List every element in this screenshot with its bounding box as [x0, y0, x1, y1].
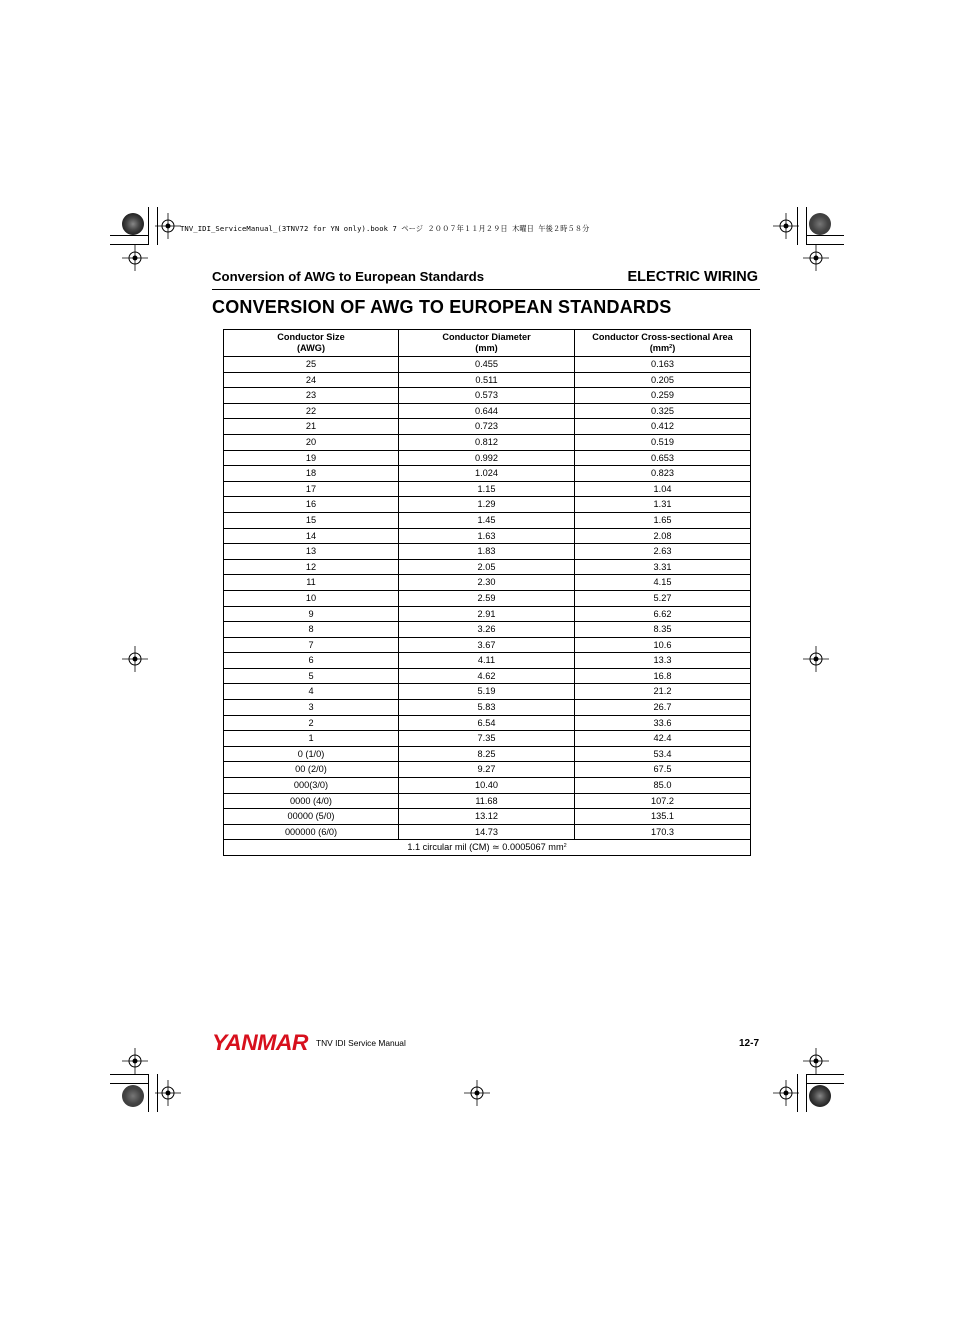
- table-row: [224, 668, 751, 684]
- column-header-area: [575, 330, 751, 357]
- column-header-unit: (mm): [475, 343, 498, 353]
- table-row: [224, 466, 751, 482]
- cell-diameter: 2.30: [399, 575, 575, 591]
- cell-awg-size: 19: [224, 450, 399, 466]
- cell-area: 107.2: [575, 793, 751, 809]
- page-title: CONVERSION OF AWG TO EUROPEAN STANDARDS: [212, 297, 672, 317]
- cell-area: 0.823: [575, 466, 751, 482]
- cell-area: 1.04: [575, 481, 751, 497]
- cell-area: 42.4: [575, 731, 751, 747]
- cell-diameter: 0.812: [399, 434, 575, 450]
- cell-diameter: 5.83: [399, 700, 575, 716]
- cell-area: 13.3: [575, 653, 751, 669]
- table-row: [224, 590, 751, 606]
- cell-area: 0.412: [575, 419, 751, 435]
- cell-diameter: 0.511: [399, 372, 575, 388]
- cell-awg-size: 22: [224, 403, 399, 419]
- table-row: [224, 388, 751, 404]
- cell-diameter: 0.644: [399, 403, 575, 419]
- print-info-line: TNV_IDI_ServiceManual_(3TNV72 for YN only).book 7 ページ ２００７年１１月２９日 木曜日 午後２時５８分: [180, 224, 590, 233]
- cell-diameter: 2.91: [399, 606, 575, 622]
- table-row: [224, 559, 751, 575]
- cell-diameter: 1.45: [399, 512, 575, 528]
- table-row: [224, 528, 751, 544]
- color-target-icon: [809, 213, 831, 235]
- cell-area: 170.3: [575, 824, 751, 840]
- table-row: [224, 762, 751, 778]
- column-header-unit: (AWG): [296, 343, 326, 353]
- cell-awg-size: 000(3/0): [224, 778, 399, 794]
- cell-area: 0.653: [575, 450, 751, 466]
- cell-diameter: 6.54: [399, 715, 575, 731]
- column-header-unit: (mm: [649, 343, 670, 353]
- table-row: [224, 700, 751, 716]
- column-header-label: Conductor Cross-sectional Area: [592, 332, 733, 342]
- cell-area: 4.15: [575, 575, 751, 591]
- table-row: [224, 419, 751, 435]
- table-header-row: [224, 330, 751, 357]
- cell-area: 16.8: [575, 668, 751, 684]
- cell-diameter: 11.68: [399, 793, 575, 809]
- table-row: [224, 809, 751, 825]
- table-row: [224, 481, 751, 497]
- registration-mark-icon: [773, 1080, 799, 1106]
- cell-diameter: 0.992: [399, 450, 575, 466]
- table-row: [224, 653, 751, 669]
- color-target-icon: [122, 213, 144, 235]
- table-row: [224, 575, 751, 591]
- yanmar-logo: [212, 1031, 310, 1053]
- column-header-label: Conductor Size: [277, 332, 345, 342]
- cell-area: 33.6: [575, 715, 751, 731]
- footnote-text: 1.1 circular mil (CM) ≃ 0.0005067 mm: [407, 842, 564, 853]
- registration-mark-icon: [155, 1080, 181, 1106]
- table-row: [224, 450, 751, 466]
- superscript: 2: [669, 344, 673, 350]
- cell-area: 6.62: [575, 606, 751, 622]
- cell-diameter: 2.59: [399, 590, 575, 606]
- cell-diameter: 0.723: [399, 419, 575, 435]
- table-footnote-row: [224, 840, 751, 856]
- cell-awg-size: 3: [224, 700, 399, 716]
- cell-awg-size: 0000 (4/0): [224, 793, 399, 809]
- cell-diameter: 1.29: [399, 497, 575, 513]
- cell-area: 0.163: [575, 357, 751, 373]
- cell-diameter: 1.15: [399, 481, 575, 497]
- column-header-label: Conductor Diameter: [442, 332, 531, 342]
- registration-mark-icon: [803, 646, 829, 672]
- cell-area: 8.35: [575, 622, 751, 638]
- manual-title: TNV IDI Service Manual: [316, 1038, 406, 1048]
- cell-awg-size: 5: [224, 668, 399, 684]
- cell-awg-size: 17: [224, 481, 399, 497]
- cell-awg-size: 20: [224, 434, 399, 450]
- cell-awg-size: 9: [224, 606, 399, 622]
- header-rule: [212, 289, 760, 290]
- cell-awg-size: 25: [224, 357, 399, 373]
- cell-diameter: 4.11: [399, 653, 575, 669]
- cell-diameter: 13.12: [399, 809, 575, 825]
- registration-mark-icon: [155, 213, 181, 239]
- cell-awg-size: 6: [224, 653, 399, 669]
- cell-area: 1.65: [575, 512, 751, 528]
- cell-area: 85.0: [575, 778, 751, 794]
- cell-area: 0.205: [575, 372, 751, 388]
- cell-awg-size: 000000 (6/0): [224, 824, 399, 840]
- column-header-unit-end: ): [672, 343, 676, 353]
- cell-diameter: 14.73: [399, 824, 575, 840]
- cell-area: 0.519: [575, 434, 751, 450]
- table-row: [224, 684, 751, 700]
- table-row: [224, 715, 751, 731]
- table-footnote: [224, 840, 751, 856]
- cell-diameter: 10.40: [399, 778, 575, 794]
- cell-diameter: 1.83: [399, 544, 575, 560]
- table-row: [224, 403, 751, 419]
- cell-awg-size: 1: [224, 731, 399, 747]
- cell-area: 135.1: [575, 809, 751, 825]
- cell-area: 1.31: [575, 497, 751, 513]
- color-target-icon: [809, 1085, 831, 1107]
- cell-diameter: 3.67: [399, 637, 575, 653]
- registration-mark-icon: [773, 213, 799, 239]
- cell-diameter: 0.455: [399, 357, 575, 373]
- cell-awg-size: 13: [224, 544, 399, 560]
- registration-mark-icon: [803, 245, 829, 271]
- table-row: [224, 731, 751, 747]
- cell-area: 0.325: [575, 403, 751, 419]
- cell-awg-size: 15: [224, 512, 399, 528]
- cell-awg-size: 23: [224, 388, 399, 404]
- cell-awg-size: 4: [224, 684, 399, 700]
- cell-awg-size: 8: [224, 622, 399, 638]
- cell-area: 5.27: [575, 590, 751, 606]
- cell-diameter: 3.26: [399, 622, 575, 638]
- table-row: [224, 497, 751, 513]
- page-number: 12-7: [738, 1038, 759, 1049]
- cell-area: 53.4: [575, 746, 751, 762]
- cell-diameter: 8.25: [399, 746, 575, 762]
- table-row: [224, 778, 751, 794]
- cell-awg-size: 0 (1/0): [224, 746, 399, 762]
- cell-awg-size: 00 (2/0): [224, 762, 399, 778]
- cell-area: 2.08: [575, 528, 751, 544]
- registration-mark-icon: [464, 1080, 490, 1106]
- logo-text: YANMAR: [212, 1031, 309, 1053]
- chapter-title: ELECTRIC WIRING: [627, 269, 758, 285]
- cell-diameter: 4.62: [399, 668, 575, 684]
- color-target-icon: [122, 1085, 144, 1107]
- table-row: [224, 793, 751, 809]
- cell-diameter: 5.19: [399, 684, 575, 700]
- table-row: [224, 512, 751, 528]
- cell-awg-size: 00000 (5/0): [224, 809, 399, 825]
- cell-area: 21.2: [575, 684, 751, 700]
- superscript: 2: [563, 843, 567, 850]
- cell-area: 2.63: [575, 544, 751, 560]
- cell-awg-size: 2: [224, 715, 399, 731]
- cell-awg-size: 18: [224, 466, 399, 482]
- table-row: [224, 434, 751, 450]
- registration-mark-icon: [122, 1048, 148, 1074]
- cell-awg-size: 14: [224, 528, 399, 544]
- cell-awg-size: 12: [224, 559, 399, 575]
- table-row: [224, 637, 751, 653]
- cell-diameter: 2.05: [399, 559, 575, 575]
- registration-mark-icon: [122, 245, 148, 271]
- registration-mark-icon: [122, 646, 148, 672]
- cell-area: 10.6: [575, 637, 751, 653]
- section-title: Conversion of AWG to European Standards: [212, 269, 485, 284]
- table-row: [224, 824, 751, 840]
- table-row: [224, 606, 751, 622]
- cell-awg-size: 24: [224, 372, 399, 388]
- registration-mark-icon: [803, 1048, 829, 1074]
- cell-diameter: 1.63: [399, 528, 575, 544]
- table-row: [224, 544, 751, 560]
- table-row: [224, 746, 751, 762]
- cell-area: 67.5: [575, 762, 751, 778]
- cell-area: 0.259: [575, 388, 751, 404]
- table-row: [224, 622, 751, 638]
- awg-conversion-table: [223, 329, 751, 856]
- cell-diameter: 0.573: [399, 388, 575, 404]
- cell-awg-size: 10: [224, 590, 399, 606]
- cell-diameter: 9.27: [399, 762, 575, 778]
- cell-awg-size: 11: [224, 575, 399, 591]
- table-row: [224, 372, 751, 388]
- column-header-diameter: [399, 330, 575, 357]
- cell-awg-size: 21: [224, 419, 399, 435]
- cell-diameter: 1.024: [399, 466, 575, 482]
- cell-area: 26.7: [575, 700, 751, 716]
- cell-awg-size: 7: [224, 637, 399, 653]
- cell-diameter: 7.35: [399, 731, 575, 747]
- column-header-size: [224, 330, 399, 357]
- cell-awg-size: 16: [224, 497, 399, 513]
- cell-area: 3.31: [575, 559, 751, 575]
- table-body: [224, 357, 751, 840]
- table-row: [224, 357, 751, 373]
